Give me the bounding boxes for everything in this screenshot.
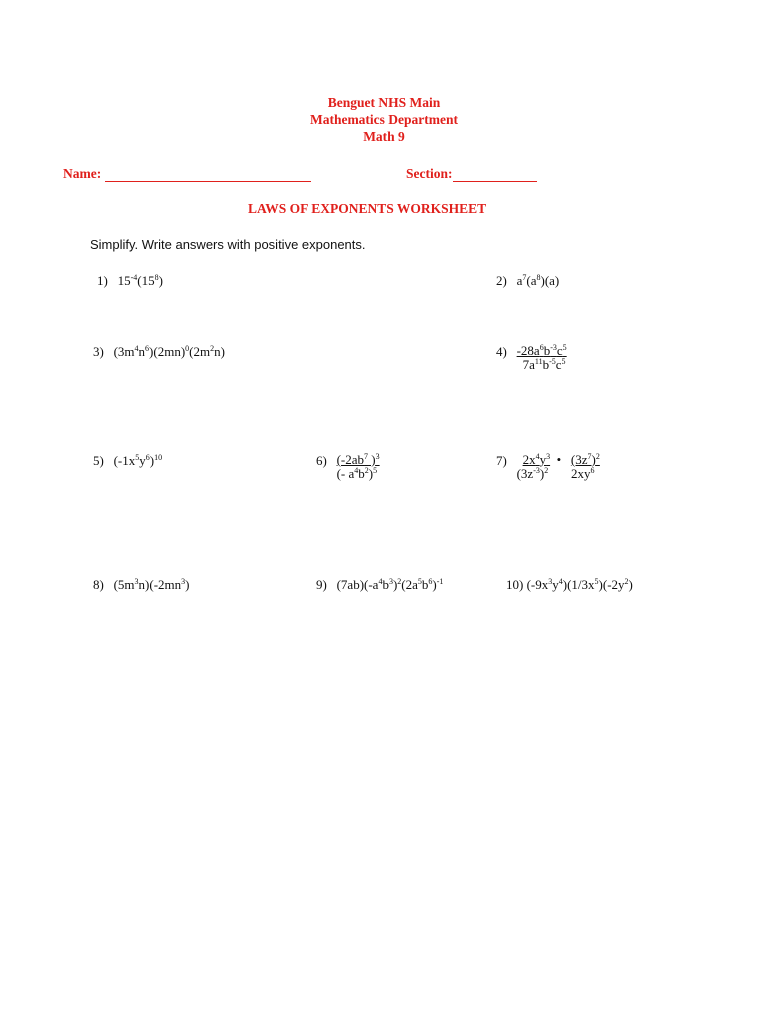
problem-number: 7) — [496, 453, 507, 468]
school-name: Benguet NHS Main — [327, 95, 441, 110]
instructions: Simplify. Write answers with positive exponents. — [90, 237, 366, 252]
problem-expression: $15^{-4}(15^8)$ — [117, 273, 163, 288]
problem-number: 9) — [316, 577, 327, 592]
problem-expression: $\frac{(-2ab^7 )^3}{(- a^4b^2)^5}$ — [336, 452, 380, 481]
problem-expression: $(-1x^5y^6)^{10}$ — [113, 453, 163, 468]
name-blank[interactable] — [105, 169, 311, 182]
problem-9 — [316, 577, 443, 593]
problem-expression: $(3m^4n^6)(2mn)^0(2m^2n)$ — [113, 344, 225, 359]
problem-expression: $(-9x^3y^4)(1/3x^5)(-2y^2)$ — [526, 577, 633, 592]
problem-expression: $(5m^3n)(-2mn^3)$ — [113, 577, 190, 592]
problem-1 — [97, 273, 163, 289]
worksheet-title: LAWS OF EXPONENTS WORKSHEET — [248, 201, 487, 216]
name-row — [63, 166, 311, 182]
problem-expression: $a^7(a^8)(a)$ — [516, 273, 560, 288]
course-name: Math 9 — [363, 129, 405, 144]
problem-2 — [496, 273, 559, 289]
problem-expression: $\frac{-28a^6b^{-3}c^5}{7a^{11}b^{-5}c^5}$ — [516, 343, 567, 372]
section-row — [406, 166, 537, 182]
section-label: Section: — [406, 166, 453, 181]
problem-number: 5) — [93, 453, 104, 468]
section-blank[interactable] — [453, 169, 537, 182]
problem-3 — [93, 344, 225, 360]
problem-number: 2) — [496, 273, 507, 288]
problem-number: 4) — [496, 344, 507, 359]
problem-8 — [93, 577, 190, 593]
problem-number: 6) — [316, 453, 327, 468]
problem-5 — [93, 453, 162, 469]
name-label: Name: — [63, 166, 102, 181]
problem-6 — [316, 453, 380, 481]
problem-number: 3) — [93, 344, 104, 359]
department-name: Mathematics Department — [309, 112, 459, 127]
problem-10 — [506, 577, 633, 593]
problem-7 — [496, 453, 600, 481]
problem-expression: $(7ab)(-a^4b^3)^2(2a^5b^6)^{-1}$ — [336, 577, 444, 592]
problem-expression: $2x^4y^3$ • $(3z^7)^2$ $(3z^{-3})^2$ $2xy^6$ — [516, 452, 600, 481]
problem-number: 1) — [97, 273, 108, 288]
problem-number: 8) — [93, 577, 104, 592]
problem-4 — [496, 344, 567, 372]
problem-number: 10) — [506, 577, 524, 592]
